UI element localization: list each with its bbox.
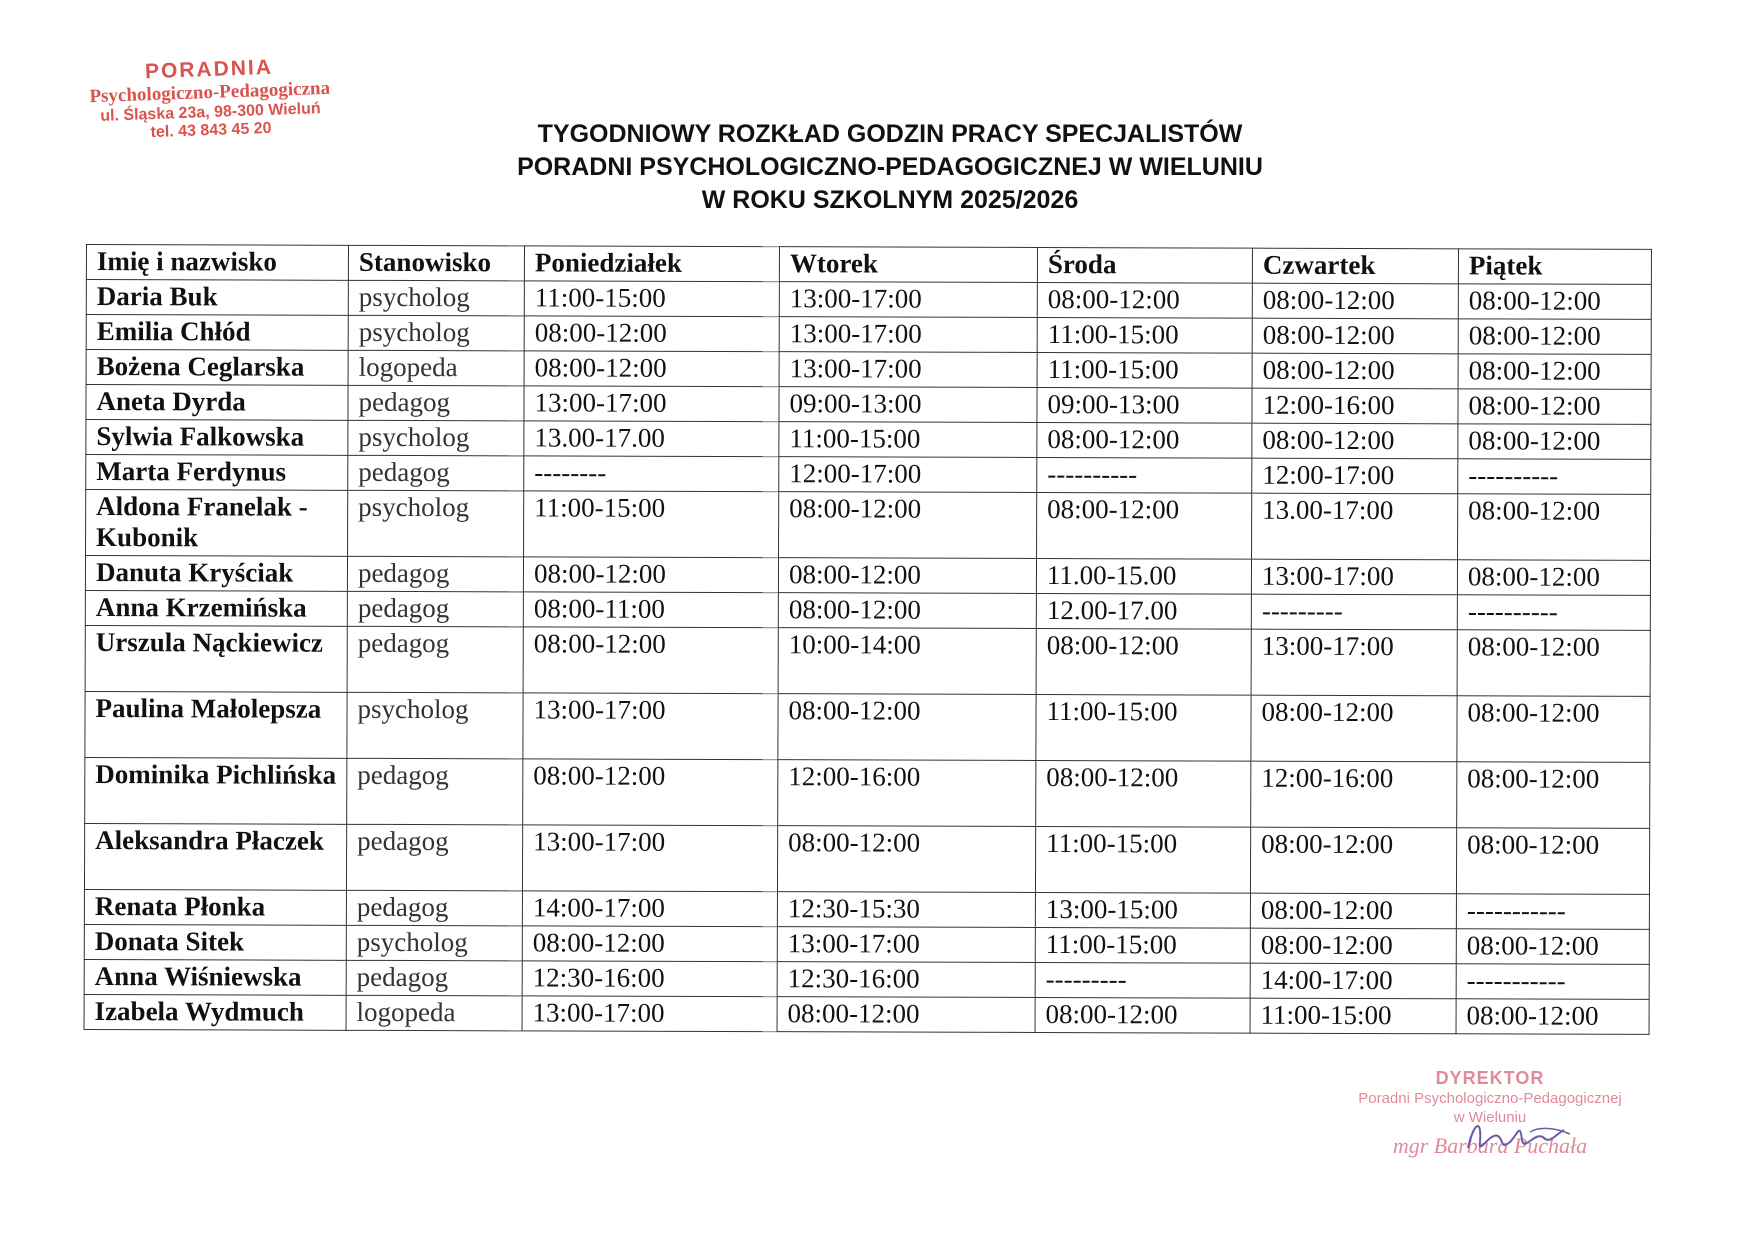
stamp-line-2: Psychologiczno-Pedagogiczna bbox=[89, 77, 331, 108]
thursday-cell: 08:00-12:00 bbox=[1252, 318, 1458, 354]
thursday-cell: 08:00-12:00 bbox=[1252, 423, 1458, 459]
signature-institution: Poradni Psychologiczno-Pedagogicznej bbox=[1358, 1090, 1622, 1107]
name-cell: Paulina Małolepsza bbox=[85, 691, 347, 758]
position-cell: pedagog bbox=[346, 890, 522, 926]
tuesday-cell: 13:00-17:00 bbox=[779, 317, 1037, 353]
header-wednesday: Środa bbox=[1037, 247, 1252, 283]
monday-cell: 08:00-12:00 bbox=[523, 627, 778, 694]
header-monday: Poniedziałek bbox=[524, 246, 779, 282]
position-cell: pedagog bbox=[348, 455, 524, 491]
monday-cell: 13:00-17:00 bbox=[522, 825, 777, 892]
tuesday-cell: 08:00-12:00 bbox=[778, 558, 1036, 594]
thursday-cell: 12:00-17:00 bbox=[1252, 458, 1458, 494]
table-row bbox=[86, 315, 1651, 355]
thursday-cell: 13:00-17:00 bbox=[1251, 559, 1457, 595]
header-friday: Piątek bbox=[1458, 249, 1651, 285]
tuesday-cell: 08:00-12:00 bbox=[778, 694, 1036, 761]
header-name: Imię i nazwisko bbox=[86, 245, 348, 281]
friday-cell: 08:00-12:00 bbox=[1456, 828, 1649, 895]
tuesday-cell: 12:00-17:00 bbox=[779, 457, 1037, 493]
name-cell: Anna Krzemińska bbox=[85, 590, 347, 626]
wednesday-cell: 11:00-15:00 bbox=[1037, 352, 1252, 388]
monday-cell: 08:00-12:00 bbox=[523, 557, 778, 593]
position-cell: psycholog bbox=[348, 315, 524, 351]
position-cell: logopeda bbox=[346, 995, 522, 1031]
wednesday-cell: 11:00-15:00 bbox=[1035, 927, 1250, 963]
tuesday-cell: 09:00-13:00 bbox=[779, 387, 1037, 423]
thursday-cell: 08:00-12:00 bbox=[1250, 928, 1456, 964]
name-cell: Donata Sitek bbox=[84, 924, 346, 960]
thursday-cell: 11:00-15:00 bbox=[1250, 998, 1456, 1034]
thursday-cell: 08:00-12:00 bbox=[1250, 893, 1456, 929]
position-cell: psycholog bbox=[348, 420, 524, 456]
friday-cell: 08:00-12:00 bbox=[1456, 929, 1649, 965]
wednesday-cell: 09:00-13:00 bbox=[1037, 387, 1252, 423]
handwritten-signature-icon bbox=[1460, 1112, 1580, 1162]
table-row bbox=[85, 590, 1650, 630]
header-tuesday: Wtorek bbox=[779, 247, 1037, 283]
monday-cell: 13.00-17.00 bbox=[524, 421, 779, 457]
name-cell: Dominika Pichlińska bbox=[85, 757, 347, 824]
stamp-line-4: tel. 43 843 45 20 bbox=[150, 120, 272, 142]
monday-cell: 12:30-16:00 bbox=[522, 961, 777, 997]
friday-cell: ----------- bbox=[1456, 894, 1649, 930]
thursday-cell: 13.00-17:00 bbox=[1252, 493, 1458, 560]
name-cell: Daria Buk bbox=[86, 280, 348, 316]
table-header-row bbox=[86, 245, 1651, 285]
friday-cell: 08:00-12:00 bbox=[1457, 560, 1650, 596]
wednesday-cell: 08:00-12:00 bbox=[1037, 422, 1252, 458]
tuesday-cell: 10:00-14:00 bbox=[778, 628, 1036, 695]
thursday-cell: 14:00-17:00 bbox=[1250, 963, 1456, 999]
name-cell: Danuta Kryściak bbox=[85, 556, 347, 592]
tuesday-cell: 12:30-16:00 bbox=[777, 962, 1035, 998]
tuesday-cell: 13:00-17:00 bbox=[779, 352, 1037, 388]
signature-city: w Wieluniu bbox=[1453, 1109, 1527, 1126]
title-line-1: TYGODNIOWY ROZKŁAD GODZIN PRACY SPECJALISTÓW bbox=[537, 120, 1243, 148]
name-cell: Anna Wiśniewska bbox=[84, 959, 346, 995]
wednesday-cell: 08:00-12:00 bbox=[1035, 997, 1250, 1033]
name-cell: Emilia Chłód bbox=[86, 315, 348, 351]
stamp-line-1: PORADNIA bbox=[144, 55, 274, 84]
header-position: Stanowisko bbox=[348, 245, 524, 281]
position-cell: psycholog bbox=[348, 490, 524, 557]
table-row bbox=[85, 556, 1650, 596]
monday-cell: 13:00-17:00 bbox=[522, 996, 777, 1032]
table-row bbox=[84, 924, 1649, 964]
table-row bbox=[84, 823, 1649, 894]
tuesday-cell: 11:00-15:00 bbox=[779, 422, 1037, 458]
table-row bbox=[85, 757, 1650, 828]
tuesday-cell: 12:30-15:30 bbox=[777, 892, 1035, 928]
name-cell: Marta Ferdynus bbox=[86, 455, 348, 491]
friday-cell: ---------- bbox=[1458, 459, 1651, 495]
thursday-cell: 08:00-12:00 bbox=[1252, 283, 1458, 319]
signature-name: mgr Barbara Puchała bbox=[1392, 1133, 1588, 1158]
monday-cell: 08:00-12:00 bbox=[523, 759, 778, 826]
name-cell: Renata Płonka bbox=[84, 889, 346, 925]
wednesday-cell: ---------- bbox=[1037, 457, 1252, 493]
table-row bbox=[86, 455, 1651, 495]
position-cell: pedagog bbox=[347, 758, 523, 825]
position-cell: logopeda bbox=[348, 350, 524, 386]
schedule-table bbox=[84, 244, 1652, 1035]
table-row bbox=[84, 959, 1649, 999]
friday-cell: 08:00-12:00 bbox=[1458, 389, 1651, 425]
table-row bbox=[86, 280, 1651, 320]
friday-cell: ----------- bbox=[1456, 964, 1649, 1000]
position-cell: pedagog bbox=[346, 824, 522, 891]
wednesday-cell: 11:00-15:00 bbox=[1037, 317, 1252, 353]
table-row bbox=[86, 385, 1651, 425]
friday-cell: 08:00-12:00 bbox=[1457, 630, 1650, 697]
thursday-cell: 12:00-16:00 bbox=[1252, 388, 1458, 424]
position-cell: pedagog bbox=[346, 960, 522, 996]
name-cell: Sylwia Falkowska bbox=[86, 420, 348, 456]
tuesday-cell: 08:00-12:00 bbox=[778, 593, 1036, 629]
thursday-cell: --------- bbox=[1251, 594, 1457, 630]
title-line-2: PORADNI PSYCHOLOGICZNO-PEDAGOGICZNEJ W WIELUNIU bbox=[517, 153, 1263, 181]
signature-role: DYREKTOR bbox=[1435, 1068, 1545, 1088]
monday-cell: 08:00-12:00 bbox=[522, 926, 777, 962]
wednesday-cell: 11:00-15:00 bbox=[1035, 826, 1250, 893]
friday-cell: ---------- bbox=[1457, 595, 1650, 631]
monday-cell: 08:00-12:00 bbox=[524, 316, 779, 352]
wednesday-cell: 08:00-12:00 bbox=[1037, 282, 1252, 318]
position-cell: pedagog bbox=[347, 591, 523, 627]
table-row bbox=[85, 625, 1650, 696]
monday-cell: 08:00-11:00 bbox=[523, 592, 778, 628]
position-cell: pedagog bbox=[348, 385, 524, 421]
position-cell: psycholog bbox=[348, 280, 524, 316]
monday-cell: 13:00-17:00 bbox=[524, 386, 779, 422]
monday-cell: 11:00-15:00 bbox=[524, 281, 779, 317]
tuesday-cell: 08:00-12:00 bbox=[777, 826, 1035, 893]
name-cell: Aleksandra Płaczek bbox=[84, 823, 346, 890]
friday-cell: 08:00-12:00 bbox=[1458, 424, 1651, 460]
tuesday-cell: 08:00-12:00 bbox=[777, 997, 1035, 1033]
table-row bbox=[86, 350, 1651, 390]
wednesday-cell: 08:00-12:00 bbox=[1036, 760, 1251, 827]
name-cell: Aldona Franelak - Kubonik bbox=[86, 490, 348, 557]
friday-cell: 08:00-12:00 bbox=[1458, 354, 1651, 390]
friday-cell: 08:00-12:00 bbox=[1458, 319, 1651, 355]
thursday-cell: 08:00-12:00 bbox=[1251, 695, 1457, 762]
wednesday-cell: 08:00-12:00 bbox=[1037, 492, 1252, 559]
document-title bbox=[380, 118, 1400, 217]
wednesday-cell: 13:00-15:00 bbox=[1035, 892, 1250, 928]
stamp-line-3: ul. Śląska 23a, 98-300 Wieluń bbox=[100, 100, 321, 125]
friday-cell: 08:00-12:00 bbox=[1457, 696, 1650, 763]
friday-cell: 08:00-12:00 bbox=[1457, 762, 1650, 829]
header-thursday: Czwartek bbox=[1252, 248, 1458, 284]
table-row bbox=[84, 889, 1649, 929]
wednesday-cell: 11.00-15.00 bbox=[1036, 558, 1251, 594]
wednesday-cell: 12.00-17.00 bbox=[1036, 593, 1251, 629]
thursday-cell: 13:00-17:00 bbox=[1251, 629, 1457, 696]
monday-cell: 11:00-15:00 bbox=[524, 491, 779, 558]
friday-cell: 08:00-12:00 bbox=[1458, 494, 1651, 561]
monday-cell: 13:00-17:00 bbox=[523, 693, 778, 760]
friday-cell: 08:00-12:00 bbox=[1458, 284, 1651, 320]
position-cell: pedagog bbox=[347, 626, 523, 693]
institution-stamp bbox=[69, 53, 352, 145]
friday-cell: 08:00-12:00 bbox=[1456, 999, 1649, 1035]
table-row bbox=[86, 490, 1651, 561]
thursday-cell: 08:00-12:00 bbox=[1252, 353, 1458, 389]
tuesday-cell: 08:00-12:00 bbox=[779, 492, 1037, 559]
thursday-cell: 12:00-16:00 bbox=[1251, 761, 1457, 828]
tuesday-cell: 13:00-17:00 bbox=[779, 282, 1037, 318]
wednesday-cell: --------- bbox=[1035, 962, 1250, 998]
table-row bbox=[86, 420, 1651, 460]
tuesday-cell: 13:00-17:00 bbox=[777, 927, 1035, 963]
name-cell: Izabela Wydmuch bbox=[84, 994, 346, 1030]
thursday-cell: 08:00-12:00 bbox=[1250, 827, 1456, 894]
wednesday-cell: 11:00-15:00 bbox=[1036, 694, 1251, 761]
title-line-3: W ROKU SZKOLNYM 2025/2026 bbox=[701, 186, 1079, 214]
table-row bbox=[85, 691, 1650, 762]
table-row bbox=[84, 994, 1649, 1034]
monday-cell: 14:00-17:00 bbox=[522, 891, 777, 927]
position-cell: psycholog bbox=[346, 925, 522, 961]
name-cell: Urszula Nąckiewicz bbox=[85, 625, 347, 692]
position-cell: pedagog bbox=[347, 556, 523, 592]
position-cell: psycholog bbox=[347, 692, 523, 759]
monday-cell: -------- bbox=[524, 456, 779, 492]
name-cell: Aneta Dyrda bbox=[86, 385, 348, 421]
tuesday-cell: 12:00-16:00 bbox=[778, 760, 1036, 827]
wednesday-cell: 08:00-12:00 bbox=[1036, 628, 1251, 695]
monday-cell: 08:00-12:00 bbox=[524, 351, 779, 387]
name-cell: Bożena Ceglarska bbox=[86, 350, 348, 386]
